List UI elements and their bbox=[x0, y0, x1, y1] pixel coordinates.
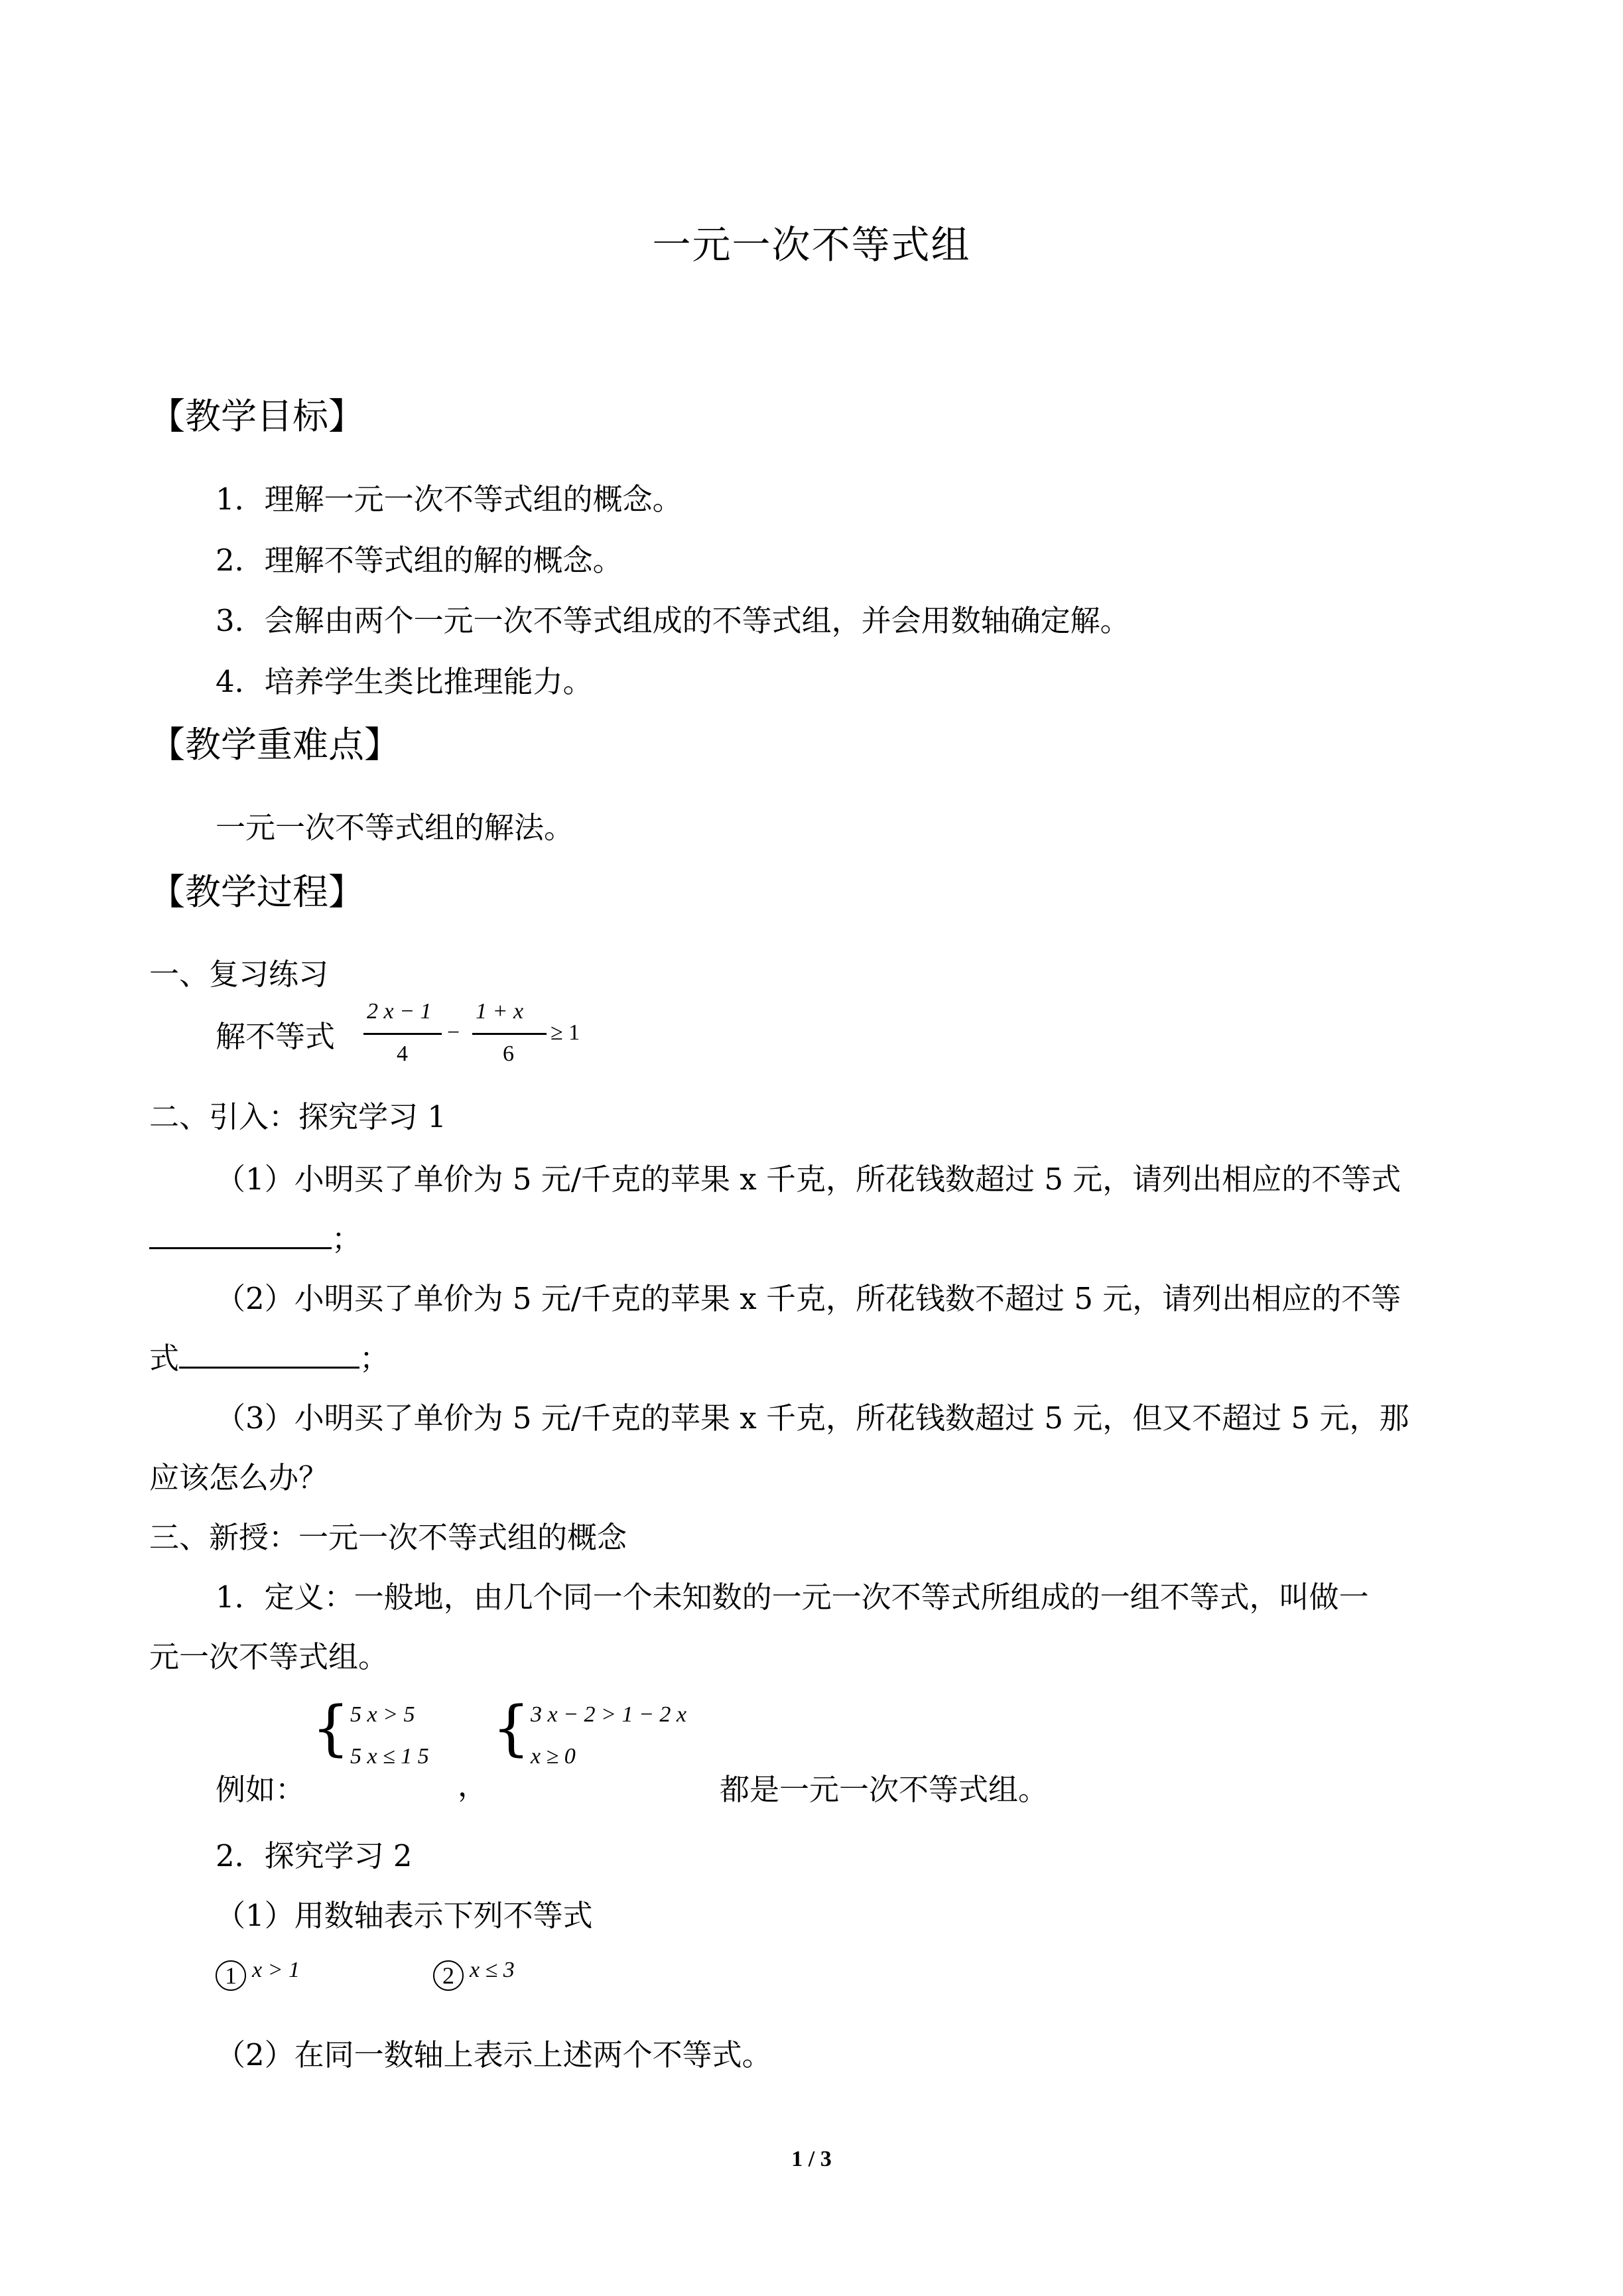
question-2-answer bbox=[149, 1334, 389, 1377]
part1-heading: 一、复习练习 bbox=[149, 957, 329, 992]
example-label: 例如： bbox=[216, 1772, 306, 1807]
part2-heading: 二、引入：探究学习 1 bbox=[149, 1099, 446, 1134]
definition-line: 元一次不等式组。 bbox=[149, 1639, 389, 1674]
question-3-tail: 应该怎么办？ bbox=[149, 1460, 329, 1495]
part3-heading: 三、新授：一元一次不等式组的概念 bbox=[149, 1520, 627, 1555]
question-1-answer bbox=[149, 1215, 361, 1258]
system-brace: { bbox=[492, 1694, 531, 1763]
comma: ， bbox=[458, 1768, 488, 1803]
key-text: 一元一次不等式组的解法。 bbox=[216, 810, 574, 845]
fraction1-numerator: 2 x − 1 bbox=[367, 999, 432, 1024]
system-brace: { bbox=[312, 1694, 350, 1763]
semicolon: ； bbox=[359, 1341, 390, 1376]
system2-line1: 3 x − 2 > 1 − 2 x bbox=[531, 1702, 687, 1727]
explore-2-heading: 2．探究学习 2 bbox=[216, 1838, 413, 1873]
question-2-tail: 式 bbox=[149, 1341, 180, 1376]
goal-item: 3．会解由两个一元一次不等式组成的不等式组，并会用数轴确定解。 bbox=[216, 603, 1130, 638]
system1-line1: 5 x > 5 bbox=[350, 1702, 415, 1727]
goal-item: 4．培养学生类比推理能力。 bbox=[216, 664, 593, 699]
answer-blank[interactable] bbox=[149, 1247, 332, 1249]
semicolon: ； bbox=[332, 1221, 362, 1256]
question-3: （3）小明买了单价为 5 元/千克的苹果 x 千克，所花钱数超过 5 元，但又不超过 5 元，那 bbox=[216, 1400, 1409, 1436]
inequality-1 bbox=[216, 1960, 246, 1991]
goal-item: 2．理解不等式组的解的概念。 bbox=[216, 543, 623, 578]
section-heading-key: 【教学重难点】 bbox=[149, 724, 400, 766]
fraction2-denominator: 6 bbox=[503, 1042, 514, 1066]
inequality-2 bbox=[433, 1960, 464, 1991]
fraction1-denominator: 4 bbox=[397, 1042, 408, 1066]
circled-number-1: 1 bbox=[216, 1960, 246, 1991]
exercise-label: 解不等式 bbox=[216, 1019, 336, 1054]
fraction2-bar bbox=[472, 1033, 547, 1035]
definition-line: 1．定义：一般地，由几个同一个未知数的一元一次不等式所组成的一组不等式，叫做一 bbox=[216, 1580, 1369, 1615]
sub-question-2: （2）在同一数轴上表示上述两个不等式。 bbox=[216, 2037, 772, 2072]
inequality-1-expression: x > 1 bbox=[252, 1958, 300, 1982]
question-1: （1）小明买了单价为 5 元/千克的苹果 x 千克，所花钱数超过 5 元，请列出相应的不等式 bbox=[216, 1162, 1401, 1197]
inequality-2-expression: x ≤ 3 bbox=[470, 1958, 515, 1982]
page-number: 1 / 3 bbox=[791, 2147, 832, 2171]
page-title: 一元一次不等式组 bbox=[652, 222, 971, 267]
goal-item: 1．理解一元一次不等式组的概念。 bbox=[216, 482, 682, 517]
system1-line2: 5 x ≤ 1 5 bbox=[350, 1744, 429, 1769]
section-heading-goals: 【教学目标】 bbox=[149, 395, 364, 437]
inequality-rhs: ≥ 1 bbox=[551, 1020, 580, 1045]
example-tail: 都是一元一次不等式组。 bbox=[720, 1772, 1049, 1807]
circled-number-2: 2 bbox=[433, 1960, 464, 1991]
fraction1-bar bbox=[363, 1033, 442, 1035]
minus-sign: − bbox=[447, 1020, 460, 1045]
fraction2-numerator: 1 + x bbox=[476, 999, 524, 1024]
system2-line2: x ≥ 0 bbox=[531, 1744, 576, 1769]
question-2: （2）小明买了单价为 5 元/千克的苹果 x 千克，所花钱数不超过 5 元，请列出相应的不等 bbox=[216, 1281, 1401, 1316]
sub-question-1: （1）用数轴表示下列不等式 bbox=[216, 1898, 593, 1933]
answer-blank[interactable] bbox=[179, 1367, 359, 1369]
section-heading-process: 【教学过程】 bbox=[149, 871, 364, 913]
